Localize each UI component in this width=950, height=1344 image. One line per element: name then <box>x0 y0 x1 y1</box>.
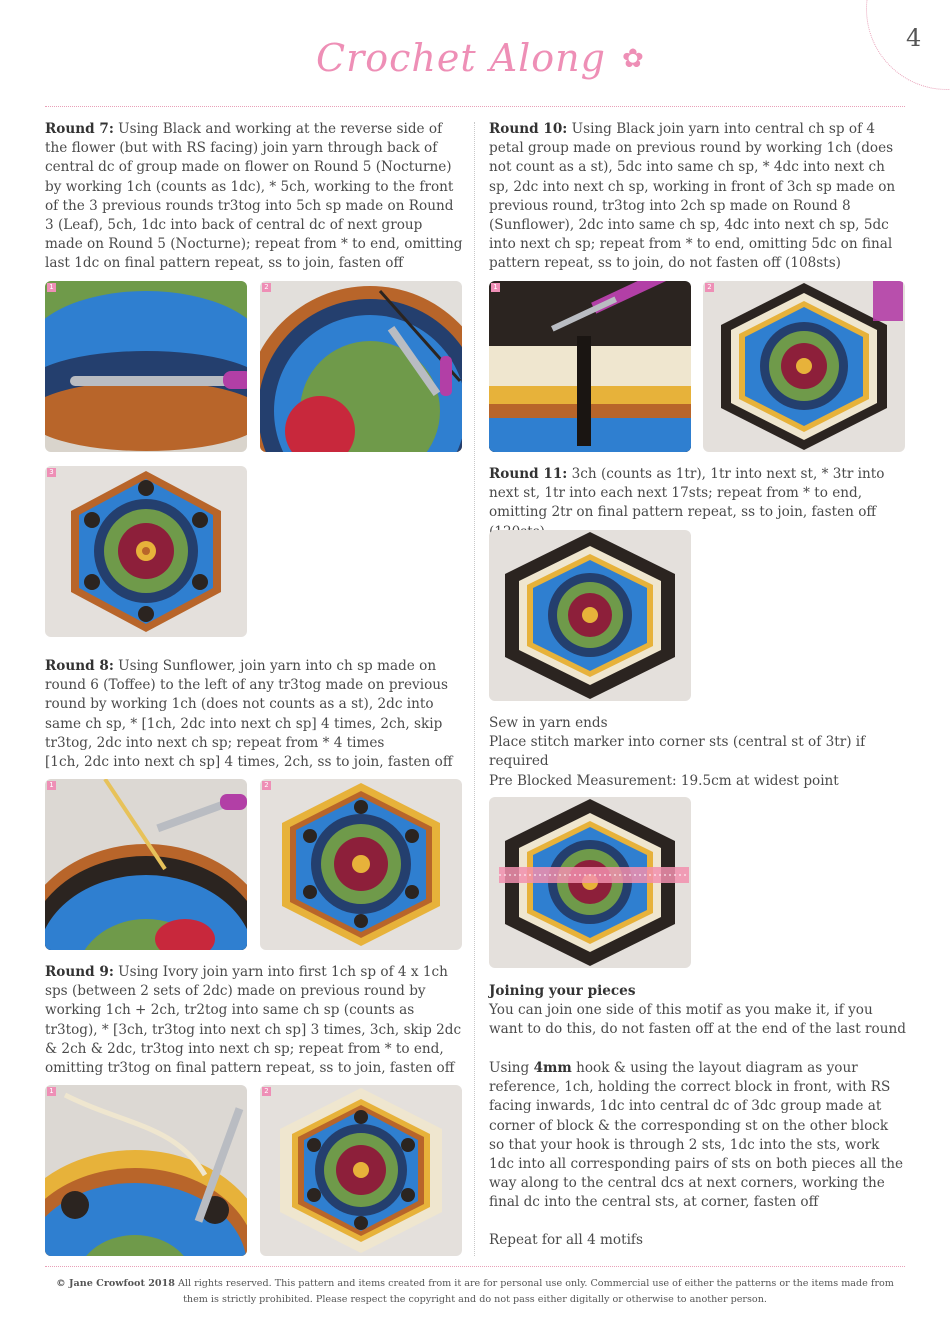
round-8-line-2: [1ch, 2dc into next ch sp] 4 times, 2ch, ss to join, fasten off <box>45 754 453 771</box>
round-8-body: Using Sunflower, join yarn into ch sp made on round 6 (Toffee) to the left of any tr3tog made on previous round by working 1ch (does not counts as a st), 2dc into same ch sp, * [1ch, 2dc into next ch sp] 4 times, 2ch, skip tr3tog, 2dc into next ch sp; repeat from * 4 times <box>45 658 448 751</box>
round-9-text <box>45 963 463 1078</box>
round-7-photo-2 <box>260 281 462 452</box>
joining-heading: Joining your pieces <box>489 983 636 999</box>
joining-section <box>489 982 907 1040</box>
round-7-photo-3 <box>45 466 247 637</box>
hook-size: 4mm <box>533 1060 572 1076</box>
sew-in-ends: Sew in yarn ends <box>489 715 608 731</box>
round-9-heading: Round 9: <box>45 964 114 980</box>
round-11-body: 3ch (counts as 1tr), 1tr into next st, * 3tr into next st, 1tr into each next 17sts; repeat from * to end, omitting 2tr on final pattern repeat, ss to join, fasten off <box>489 466 885 521</box>
round-8-photo-1 <box>45 779 247 950</box>
round-9-photo-1 <box>45 1085 247 1256</box>
copyright-footer <box>45 1276 905 1308</box>
round-10-body: Using Black join yarn into central ch sp of 4 petal group made on previous round by working 1ch (does not count as a st), 5dc into same ch sp, * 4dc into next ch sp, 2dc into next ch sp, working in front of 3ch sp made on previous round, tr3tog into 2ch sp made on Round 8 (Sunflower), 2dc into same ch sp, 4dc into next ch sp, 5dc into next ch sp; repeat from * to end, omitting 5dc on final pattern repeat, ss to join, do not fasten off (108sts) <box>489 121 896 272</box>
stitch-marker-note: Place stitch marker into corner sts (central st of 3tr) if required <box>489 734 866 770</box>
joining-para-2-post: hook & using the layout diagram as your reference, 1ch, holding the correct block in front, with RS facing inwards, 1dc into central dc of 3dc group made at corner of block & the corresponding st on the other block so that your hook is through 2 sts, 1dc into the sts, work 1dc into all corresponding pairs of sts on both pieces all the way along to the central dcs at next corners, working the final dc into the central sts, at corner, fasten off <box>489 1060 904 1211</box>
photo-number-badge: 2 <box>705 283 714 292</box>
round-7-text <box>45 120 463 274</box>
crochet-along-logo: Crochet Along <box>316 36 606 80</box>
round-7-heading: Round 7: <box>45 121 114 137</box>
joining-para-2 <box>489 1059 907 1213</box>
round-9-body: Using Ivory join yarn into first 1ch sp of 4 x 1ch sps (between 2 sets of 2dc) made on previous round by working 1ch + 2ch, tr2tog into same ch sp (counts as tr3tog), * [3ch, tr3tog into next ch sp] 3 times, 3ch, skip 2dc & 2ch & 2dc, tr3tog into next ch sp; repeat from * to end, omitting tr3tog on final pattern repeat, ss to join, fasten off <box>45 964 462 1077</box>
photo-number-badge: 3 <box>47 468 56 477</box>
footer-divider <box>45 1266 905 1267</box>
round-10-heading: Round 10: <box>489 121 568 137</box>
round-10-photo-1 <box>489 281 691 452</box>
round-11-heading: Round 11: <box>489 466 568 482</box>
photo-number-badge: 2 <box>262 781 271 790</box>
header-divider <box>45 106 905 107</box>
round-10-photo-2 <box>703 281 905 452</box>
finishing-text <box>489 714 907 772</box>
column-divider <box>474 122 475 1256</box>
round-8-text <box>45 657 463 772</box>
photo-number-badge: 1 <box>47 1087 56 1096</box>
copyright-name: © Jane Crowfoot 2018 <box>56 1278 175 1289</box>
photo-number-badge: 2 <box>262 1087 271 1096</box>
photo-number-badge: 1 <box>47 283 56 292</box>
joining-para-1: You can join one side of this motif as you make it, if you want to do this, do not fasten off at the end of the last round <box>489 1002 906 1038</box>
page-number: 4 <box>906 24 922 52</box>
photo-number-badge: 1 <box>491 283 500 292</box>
measurement-photo <box>489 797 691 968</box>
round-10-text <box>489 120 907 274</box>
round-9-photo-2 <box>260 1085 462 1256</box>
measurement-text: Pre Blocked Measurement: 19.5cm at widest point <box>489 773 839 789</box>
joining-para-2-pre: Using <box>489 1060 534 1076</box>
photo-number-badge: 1 <box>47 781 56 790</box>
photo-number-badge: 2 <box>262 283 271 292</box>
flower-icon: ✿ <box>622 44 644 74</box>
round-7-photo-1 <box>45 281 247 452</box>
copyright-text: All rights reserved. This pattern and items created from it are for personal use only. Commercial use of either the patterns or the items made from them is strictly prohibited. Please respect the copyright and do not pass either digitally or otherwise to another person. <box>174 1278 894 1305</box>
round-8-heading: Round 8: <box>45 658 114 674</box>
round-11-photo <box>489 530 691 701</box>
joining-para-3: Repeat for all 4 motifs <box>489 1232 643 1248</box>
round-7-body: Using Black and working at the reverse side of the flower (but with RS facing) join yarn through back of central dc of group made on flower on Round 5 (Nocturne) by working 1ch (counts as 1dc), * 5ch, working to the front of the 3 previous rounds tr3tog into 5ch sp made on Round 3 (Leaf), 5ch, 1dc into back of central dc of next group made on Round 5 (Nocturne); repeat from * to end, omitting last 1dc on final pattern repeat, ss to join, fasten off <box>45 121 463 272</box>
round-8-photo-2 <box>260 779 462 950</box>
